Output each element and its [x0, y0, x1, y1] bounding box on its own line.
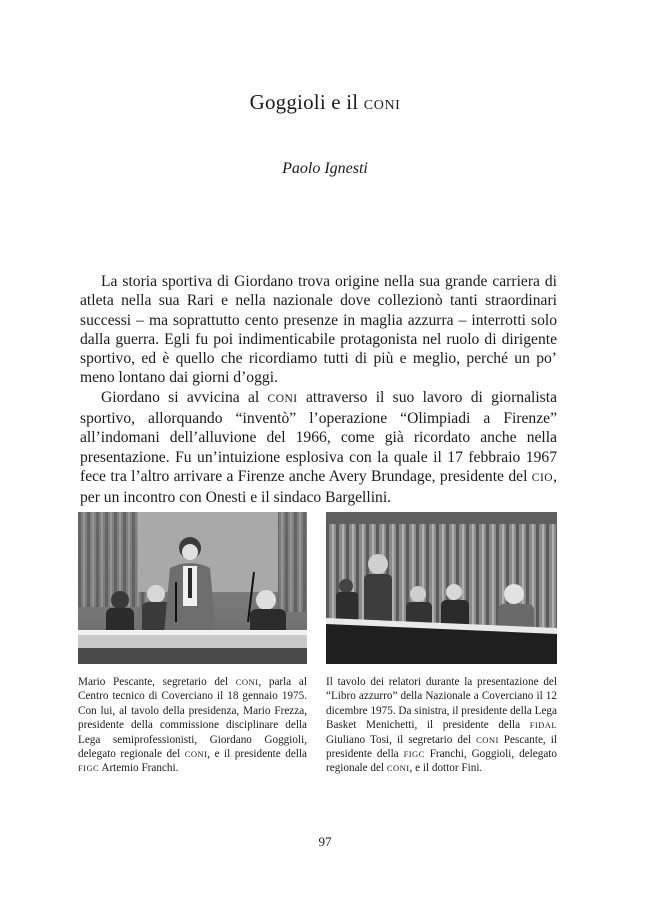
chapter-title	[0, 90, 650, 115]
chapter-title-text: Goggioli e il	[249, 90, 364, 114]
author-name: Paolo Ignesti	[282, 160, 368, 177]
smallcaps-cio: CIO	[531, 471, 554, 484]
smallcaps-coni: CONI	[267, 392, 298, 405]
smallcaps-coni: CONI	[235, 677, 259, 687]
photo-image	[78, 512, 307, 664]
page-number: 97	[318, 834, 332, 849]
smallcaps-coni: CONI	[476, 734, 499, 745]
caption-left	[78, 675, 307, 776]
caption-text: Mario Pescante, segretario del	[78, 676, 236, 688]
caption-text: Il tavolo dei relatori durante la presentazione del “Libro azzurro” della Nazionale a Coverciano il 12 dicembre 1975. Da sinistra, il presidente della Lega Basket Menichetti, il presidente della	[326, 676, 557, 732]
chapter-title-smallcaps: CONI	[363, 98, 401, 113]
paragraph-2-text: , per un incontro con Onesti e il sindaco Bargellini.	[80, 467, 557, 507]
caption-text: , parla al Centro tecnico di Coverciano il 18 gennaio 1975. Con lui, al tavolo della presidenza, Mario Frezza, presidente della commissione disciplinare della Lega semiprofessionisti, Giordano Goggioli, delegato regionale del	[78, 676, 307, 761]
smallcaps-figc: FIGC	[403, 749, 425, 760]
smallcaps-coni: CONI	[184, 749, 208, 760]
photo-image	[326, 512, 557, 664]
smallcaps-coni: CONI	[386, 763, 410, 774]
caption-text: Artemio Franchi.	[99, 762, 179, 775]
caption-text: Franchi, Goggioli, delegato regionale del	[326, 748, 557, 775]
paragraph-2-text: Giordano si avvicina al	[101, 388, 268, 406]
paragraph-2-text: attraverso il suo lavoro di giornalista sportivo, allorquando “inventò” l’operazione “Olimpiadi a Firenze” all’indomani dell’alluvione del 1966, come già ricordato anche nella presentazione. Fu un’intuizione esplosiva con la quale il 17 febbraio 1967 fece tra l’altro arrivare a Firenze anche Avery Brundage, presidente del	[80, 388, 557, 485]
caption-text: , e il dottor Fini.	[409, 762, 483, 775]
photo-pescante-coverciano	[78, 512, 307, 664]
photo-libro-azzurro	[326, 512, 557, 664]
body-text	[80, 272, 557, 508]
smallcaps-figc: FIGC	[78, 763, 100, 774]
paragraph-2	[80, 388, 557, 508]
caption-text: , e il presidente della	[207, 748, 307, 761]
caption-text: Giuliano Tosi, il segretario del	[326, 733, 477, 746]
paragraph-1: La storia sportiva di Giordano trova origine nella sua grande carriera di atleta nella sua Rari e nella nazionale dove collezionò tanti straordinari successi – ma soprattutto cento presenze in maglia azzurra – interrotti solo dalla guerra. Egli fu poi indimenticabile protagonista nel ruolo di dirigente sportivo, ed è quello che ricordiamo tutti di più e meglio, perché un po’ meno lontano dai giorni d’oggi.	[80, 273, 557, 387]
caption-right	[326, 675, 557, 776]
smallcaps-fidal: FIDAL	[529, 720, 557, 731]
caption-text: Pescante, il presidente della	[326, 733, 557, 761]
